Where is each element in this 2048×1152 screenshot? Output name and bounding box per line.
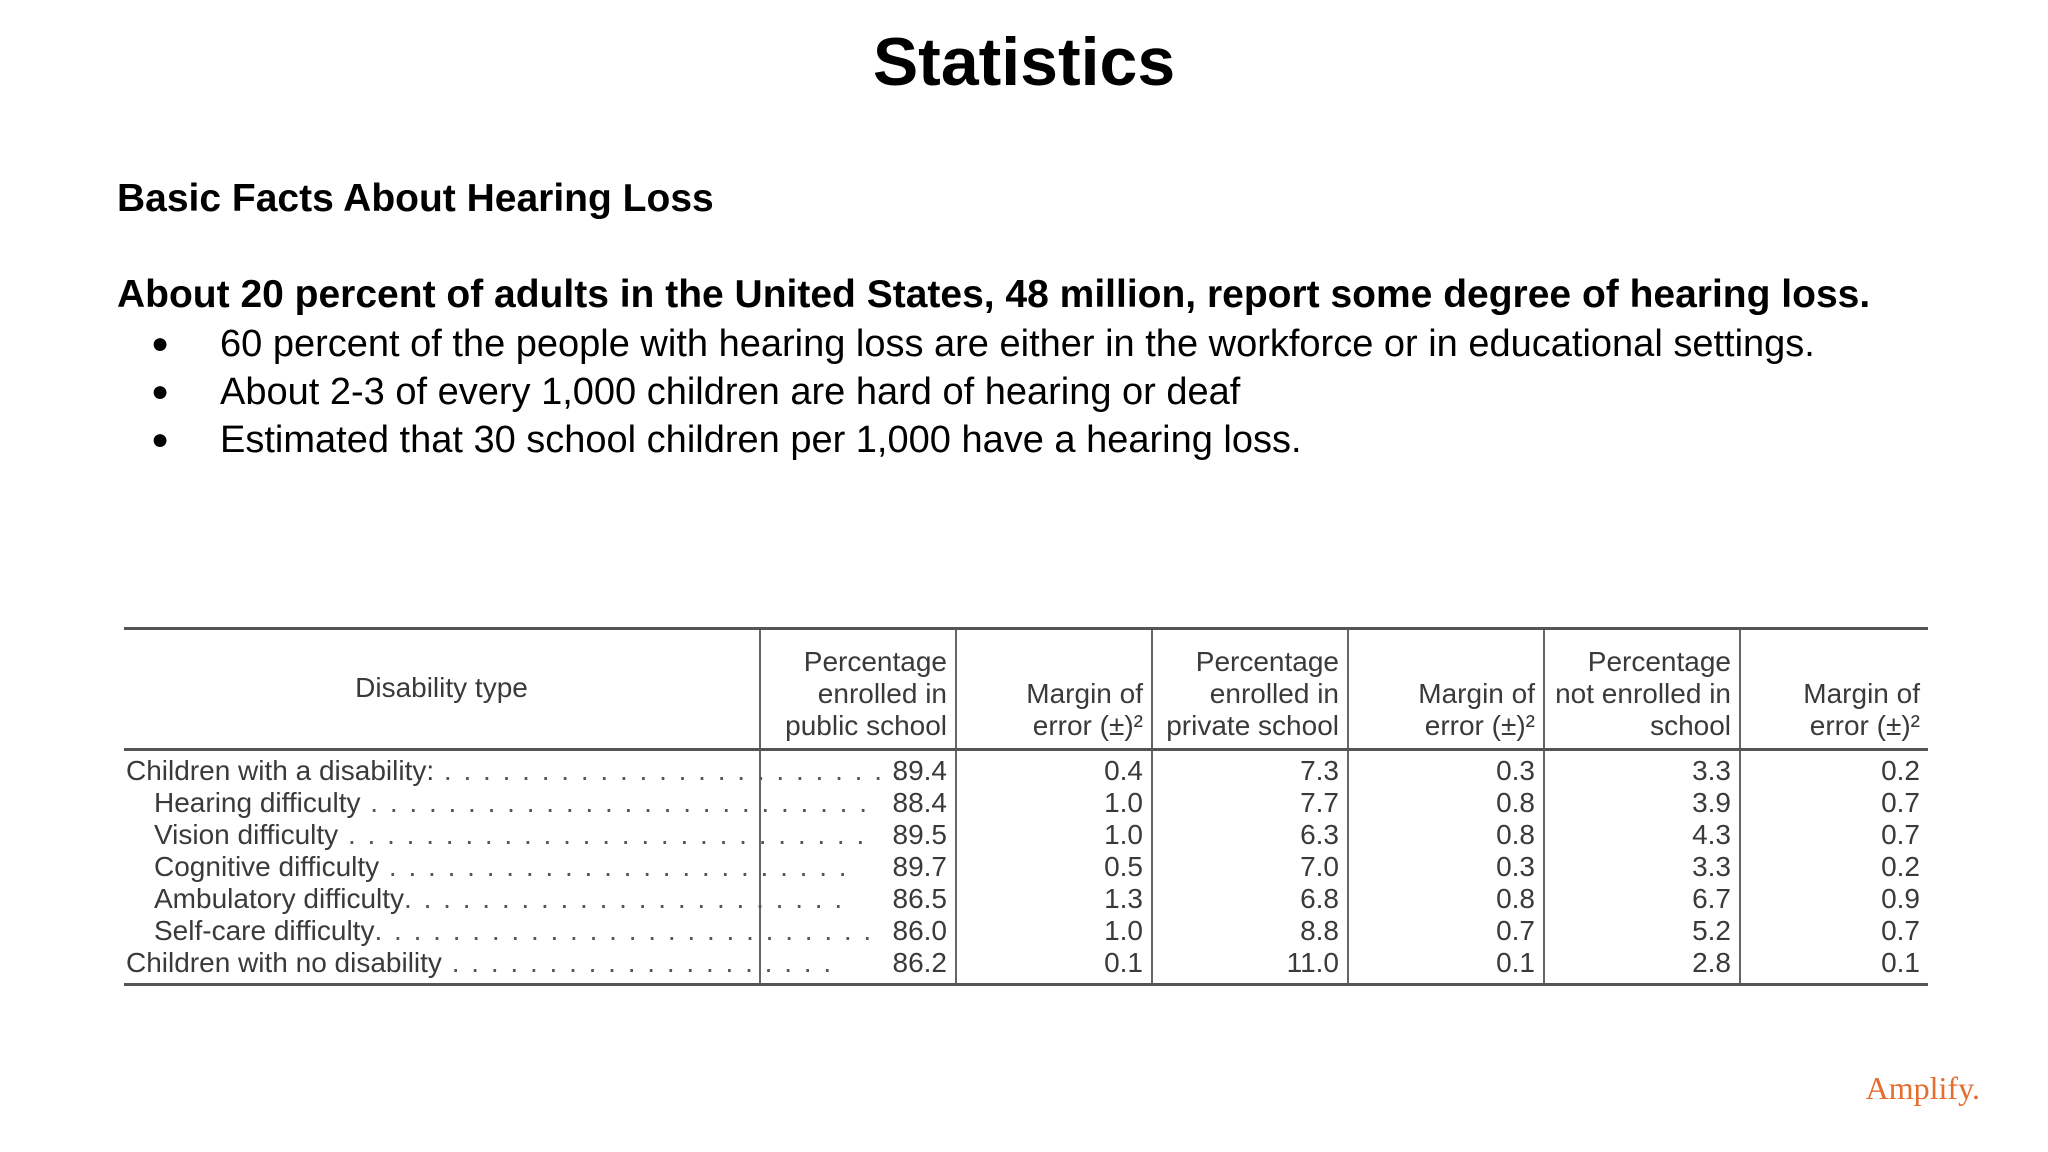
cell-public-moe: 1.0 xyxy=(956,819,1152,851)
cell-private: 8.8 xyxy=(1152,915,1348,947)
cell-private: 7.0 xyxy=(1152,851,1348,883)
cell-private-moe: 0.8 xyxy=(1348,883,1544,915)
cell-disability-type: Cognitive difficulty . . . . . . . . . . . . . . . . . . . . . . . . xyxy=(154,851,849,882)
table-row xyxy=(124,947,1928,985)
bullet-item xyxy=(117,320,1815,368)
cell-not-enrolled: 3.3 xyxy=(1544,851,1740,883)
stats-table xyxy=(124,627,1928,986)
cell-not-enrolled-moe: 0.2 xyxy=(1740,851,1928,883)
bullet-text: Estimated that 30 school children per 1,000 have a hearing loss. xyxy=(220,419,1302,461)
table-row xyxy=(124,915,1928,947)
cell-disability-type: Children with no disability . . . . . . . . . . . . . . . . . . . . xyxy=(126,947,834,978)
table-row xyxy=(124,883,1928,915)
cell-public: 86.5 xyxy=(760,883,956,915)
dot-leader: . . . . . . . . . . . . . . . . . . . . . . . . . . xyxy=(374,915,874,946)
cell-public: 89.5 xyxy=(760,819,956,851)
table-row xyxy=(124,787,1928,819)
cell-private: 6.8 xyxy=(1152,883,1348,915)
header-private-moe: Margin of error (±)² xyxy=(1348,629,1544,750)
cell-private-moe: 0.1 xyxy=(1348,947,1544,985)
cell-private: 6.3 xyxy=(1152,819,1348,851)
cell-not-enrolled: 3.9 xyxy=(1544,787,1740,819)
cell-public: 86.2 xyxy=(760,947,956,985)
cell-disability-type: Hearing difficulty . . . . . . . . . . . . . . . . . . . . . . . . . . xyxy=(154,787,870,818)
cell-public-moe: 1.0 xyxy=(956,787,1152,819)
cell-disability-type: Ambulatory difficulty. . . . . . . . . . . . . . . . . . . . . . . xyxy=(154,883,845,914)
cell-not-enrolled: 5.2 xyxy=(1544,915,1740,947)
header-not-enrolled: Percentage not enrolled in school xyxy=(1544,629,1740,750)
cell-private-moe: 0.3 xyxy=(1348,750,1544,788)
bullet-text: About 2-3 of every 1,000 children are hard of hearing or deaf xyxy=(220,371,1241,413)
cell-public: 89.7 xyxy=(760,851,956,883)
bullet-icon: ● xyxy=(151,423,170,456)
amplify-logo: Amplify. xyxy=(1865,1070,1980,1106)
cell-disability-type: Vision difficulty . . . . . . . . . . . . . . . . . . . . . . . . . . . xyxy=(154,819,867,850)
cell-not-enrolled: 6.7 xyxy=(1544,883,1740,915)
dot-leader: . . . . . . . . . . . . . . . . . . . . . . . xyxy=(404,883,845,914)
dot-leader: . . . . . . . . . . . . . . . . . . . . . . . . xyxy=(379,851,849,882)
cell-private-moe: 0.3 xyxy=(1348,851,1544,883)
cell-not-enrolled: 3.3 xyxy=(1544,750,1740,788)
bullet-item xyxy=(117,368,1815,416)
cell-private-moe: 0.7 xyxy=(1348,915,1544,947)
cell-private: 7.3 xyxy=(1152,750,1348,788)
cell-public-moe: 1.3 xyxy=(956,883,1152,915)
header-not-enrolled-moe: Margin of error (±)² xyxy=(1740,629,1928,750)
cell-not-enrolled-moe: 0.7 xyxy=(1740,819,1928,851)
cell-not-enrolled-moe: 0.2 xyxy=(1740,750,1928,788)
cell-public-moe: 0.5 xyxy=(956,851,1152,883)
slide-subtitle: Basic Facts About Hearing Loss xyxy=(117,177,714,220)
bullet-text: 60 percent of the people with hearing loss are either in the workforce or in educational settings. xyxy=(220,323,1815,365)
cell-not-enrolled: 2.8 xyxy=(1544,947,1740,985)
table-row xyxy=(124,750,1928,788)
cell-not-enrolled: 4.3 xyxy=(1544,819,1740,851)
bullet-item xyxy=(117,416,1815,464)
cell-private-moe: 0.8 xyxy=(1348,819,1544,851)
cell-public: 88.4 xyxy=(760,787,956,819)
cell-public-moe: 1.0 xyxy=(956,915,1152,947)
cell-disability-type: Children with a disability: . . . . . . . . . . . . . . . . . . . . . . . . xyxy=(126,755,904,786)
cell-not-enrolled-moe: 0.7 xyxy=(1740,787,1928,819)
table-row xyxy=(124,851,1928,883)
dot-leader: . . . . . . . . . . . . . . . . . . . . . . . . xyxy=(434,755,904,786)
cell-not-enrolled-moe: 0.9 xyxy=(1740,883,1928,915)
header-disability-type: Disability type xyxy=(124,629,760,750)
header-public-school: Percentage enrolled in public school xyxy=(760,629,956,750)
cell-public-moe: 0.1 xyxy=(956,947,1152,985)
cell-public: 86.0 xyxy=(760,915,956,947)
bullet-list xyxy=(117,320,1815,464)
dot-leader: . . . . . . . . . . . . . . . . . . . . . . . . . . xyxy=(360,787,870,818)
table-header-row xyxy=(124,629,1928,750)
cell-private: 11.0 xyxy=(1152,947,1348,985)
cell-public: 89.4 xyxy=(760,750,956,788)
bullet-icon: ● xyxy=(151,327,170,360)
dot-leader: . . . . . . . . . . . . . . . . . . . . xyxy=(441,947,834,978)
cell-public-moe: 0.4 xyxy=(956,750,1152,788)
table-row xyxy=(124,819,1928,851)
cell-private: 7.7 xyxy=(1152,787,1348,819)
cell-not-enrolled-moe: 0.1 xyxy=(1740,947,1928,985)
dot-leader: . . . . . . . . . . . . . . . . . . . . . . . . . . . xyxy=(338,819,867,850)
cell-disability-type: Self-care difficulty. . . . . . . . . . . . . . . . . . . . . . . . . . xyxy=(154,915,874,946)
lead-statement: About 20 percent of adults in the United States, 48 million, report some degree of hearing loss. xyxy=(117,273,1871,316)
slide-title: Statistics xyxy=(872,24,1176,100)
disability-enrollment-table xyxy=(124,627,1928,986)
bullet-icon: ● xyxy=(151,375,170,408)
header-public-moe: Margin of error (±)² xyxy=(956,629,1152,750)
cell-not-enrolled-moe: 0.7 xyxy=(1740,915,1928,947)
cell-private-moe: 0.8 xyxy=(1348,787,1544,819)
header-private-school: Percentage enrolled in private school xyxy=(1152,629,1348,750)
